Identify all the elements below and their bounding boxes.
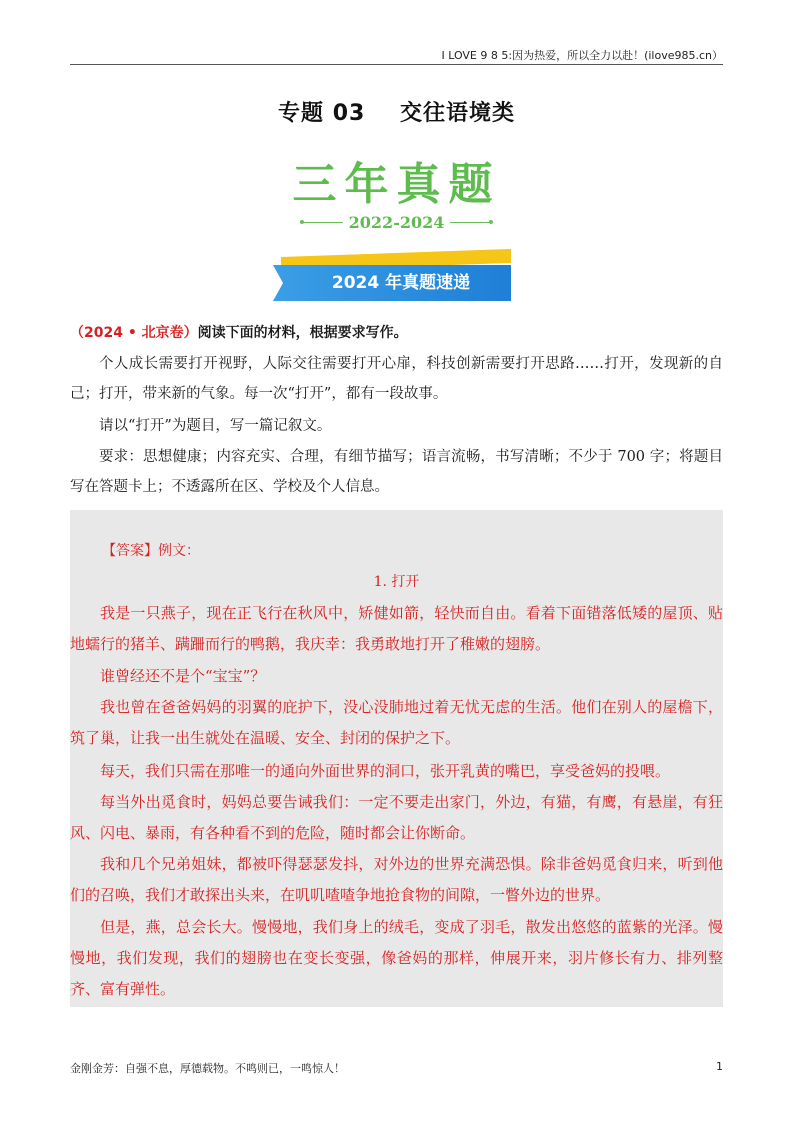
page-number: 1 bbox=[716, 1060, 723, 1073]
essay-paragraph: 每当外出觅食时，妈妈总要告诫我们：一定不要走出家门，外边，有猫，有鹰，有悬崖，有狂风、闪电、暴雨，有各种看不到的危险，随时都会让你断命。 bbox=[70, 793, 723, 842]
section-ribbon bbox=[273, 253, 513, 303]
prompt-requirements: 要求：思想健康；内容充实、合理，有细节描写；语言流畅，书写清晰；不少于 700 字；将题目写在答题卡上；不透露所在区、学校及个人信息。 bbox=[70, 449, 724, 495]
essay-title: 1. 打开 bbox=[373, 574, 420, 590]
answer-label: 【答案】例文： bbox=[102, 543, 200, 559]
essay-paragraph: 我是一只燕子，现在正飞行在秋风中，矫健如箭，轻快而自由。看着下面错落低矮的屋顶、贴地蠕行的猪羊、蹒跚而行的鸭鹅，我庆幸：我勇敢地打开了稚嫩的翅膀。 bbox=[70, 604, 723, 653]
essay-paragraph: 但是，燕，总会长大。慢慢地，我们身上的绒毛，变成了羽毛，散发出悠悠的蓝紫的光泽。慢慢地，我们发现，我们的翅膀也在变长变强，像爸妈的那样，伸展开来，羽片修长有力、排列整齐、富有弹性。 bbox=[70, 918, 723, 998]
question-heading bbox=[70, 322, 723, 342]
essay-paragraph: 每天，我们只需在那唯一的通向外面世界的洞口，张开乳黄的嘴巴，享受爸妈的投喂。 bbox=[100, 762, 671, 780]
footer-motto: 金刚金芳：自强不息，厚德载物。不鸣则已，一鸣惊人！ bbox=[70, 1062, 345, 1075]
page-header: I LOVE 9 8 5:因为热爱，所以全力以赴！(ilove985.cn） bbox=[441, 49, 723, 62]
ribbon-notch bbox=[273, 265, 283, 301]
essay-paragraph: 谁曾经还不是个“宝宝”？ bbox=[100, 667, 266, 685]
question-instruction: 阅读下面的材料，根据要求写作。 bbox=[197, 325, 408, 341]
year-range-left-rule bbox=[300, 222, 343, 223]
year-range bbox=[300, 210, 493, 234]
prompt-paragraph-2: 请以“打开”为题目，写一篇记叙文。 bbox=[99, 418, 332, 434]
page-title: 专题 03 交往语境类 bbox=[278, 101, 515, 126]
header-divider bbox=[70, 64, 723, 65]
year-range-label: 2022-2024 bbox=[348, 212, 445, 232]
question-source: （2024 • 北京卷） bbox=[70, 325, 198, 341]
year-range-right-rule bbox=[450, 222, 493, 223]
prompt-paragraph-1: 个人成长需要打开视野，人际交往需要打开心扉，科技创新需要打开思路……打开，发现新的自己；打开，带来新的气象。每一次“打开”，都有一段故事。 bbox=[70, 356, 723, 402]
essay-paragraph: 我也曾在爸爸妈妈的羽翼的庇护下，没心没肺地过着无忧无虑的生活。他们在别人的屋檐下，筑了巢，让我一出生就处在温暖、安全、封闭的保护之下。 bbox=[70, 698, 723, 747]
ribbon-label: 2024 年真题速递 bbox=[331, 273, 471, 293]
section-banner-title: 三年真题 bbox=[292, 159, 501, 210]
essay-paragraph: 我和几个兄弟姐妹，都被吓得瑟瑟发抖，对外边的世界充满恐惧。除非爸妈觅食归来，听到他们的召唤，我们才敢探出头来，在叽叽喳喳争地抢食物的间隙，一瞥外边的世界。 bbox=[70, 855, 723, 904]
